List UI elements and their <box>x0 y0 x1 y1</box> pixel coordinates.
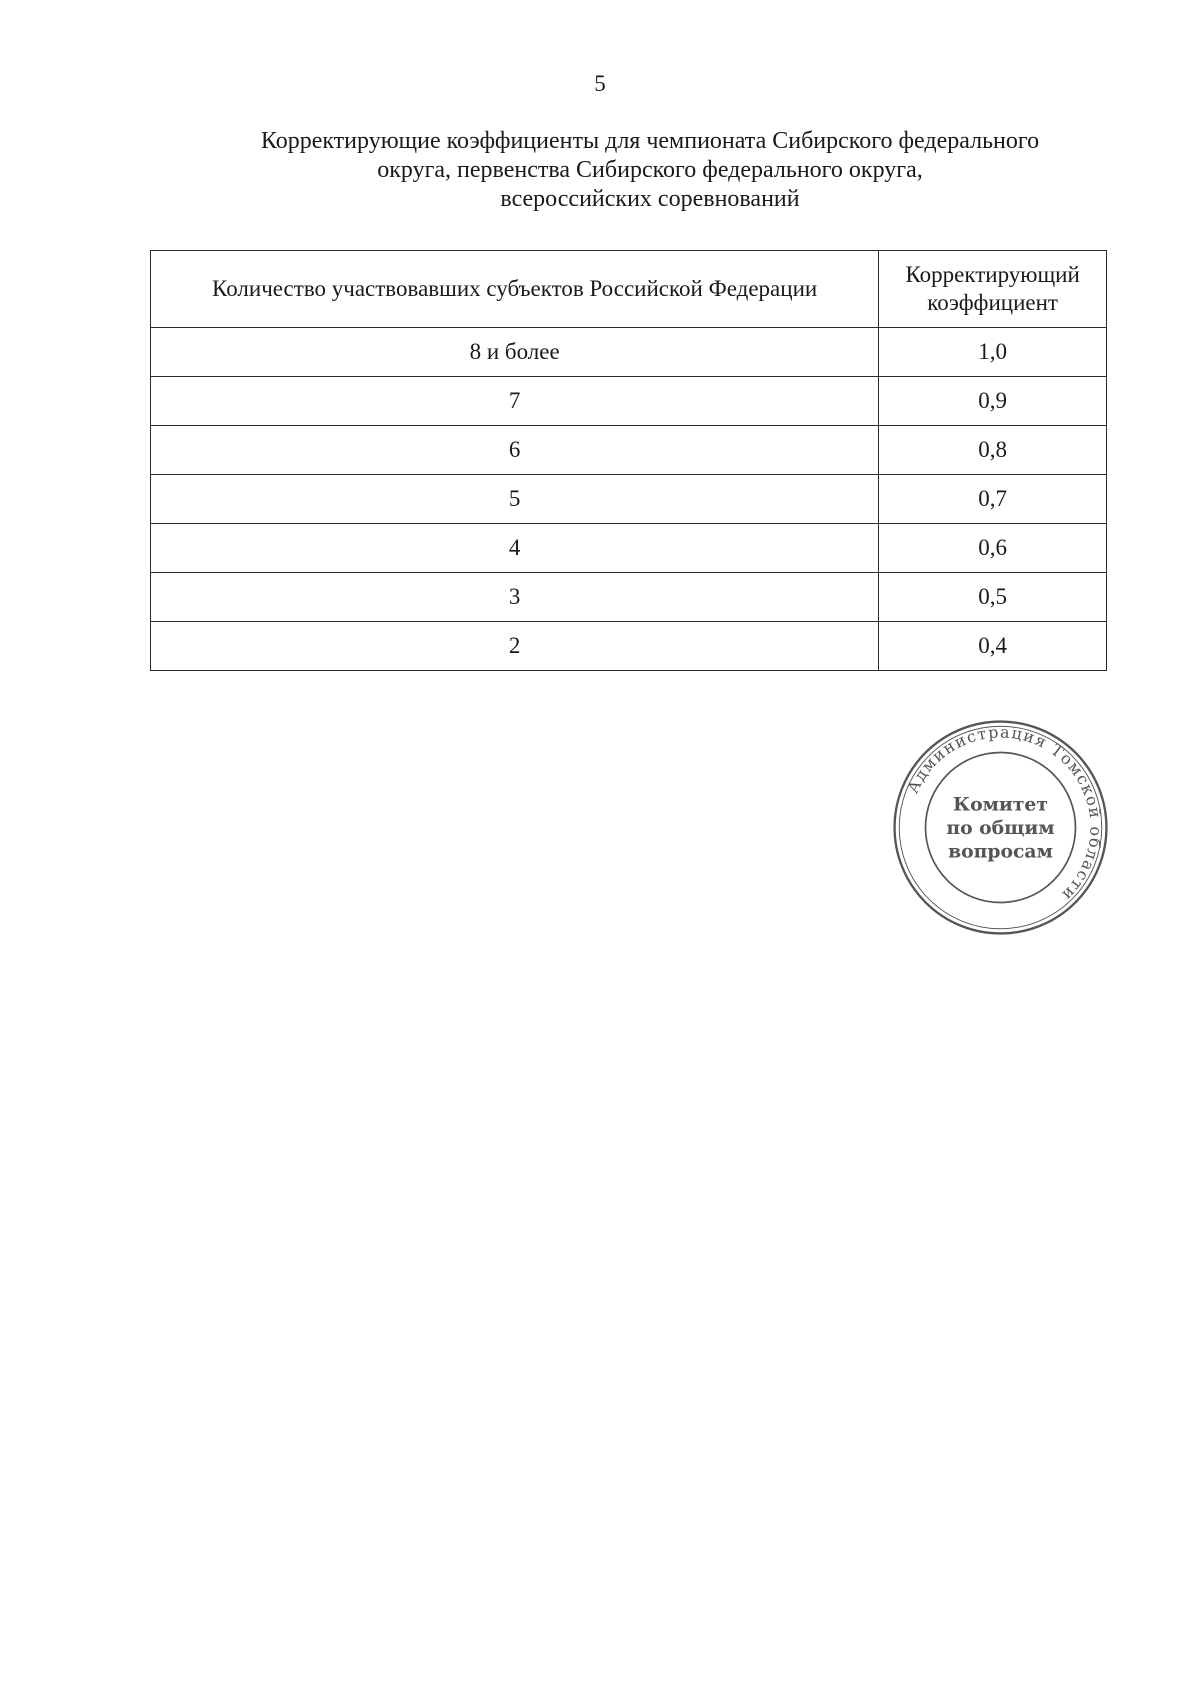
document-title <box>150 127 1150 214</box>
cell-participant-count: 2 <box>151 622 879 671</box>
table-row <box>151 573 1107 622</box>
cell-coefficient: 0,5 <box>879 573 1107 622</box>
cell-participant-count: 8 и более <box>151 328 879 377</box>
official-stamp <box>888 715 1113 940</box>
table-row <box>151 524 1107 573</box>
cell-coefficient: 0,8 <box>879 426 1107 475</box>
header-coefficient-line-1: Корректирующий <box>905 262 1080 287</box>
stamp-center-line-2: по общим <box>946 817 1055 840</box>
cell-participant-count: 5 <box>151 475 879 524</box>
cell-coefficient: 0,4 <box>879 622 1107 671</box>
title-line-2: округа, первенства Сибирского федерального округа, <box>377 157 923 183</box>
cell-participant-count: 6 <box>151 426 879 475</box>
coefficients-table <box>150 250 1107 671</box>
title-line-1: Корректирующие коэффициенты для чемпионата Сибирского федерального <box>260 128 1040 154</box>
stamp-seal <box>888 715 1113 940</box>
cell-coefficient: 0,9 <box>879 377 1107 426</box>
page-number: 5 <box>594 71 606 96</box>
title-line-3: всероссийских соревнований <box>500 186 800 212</box>
header-participant-count: Количество участвовавших субъектов Российской Федерации <box>151 251 879 328</box>
table-row <box>151 475 1107 524</box>
cell-participant-count: 4 <box>151 524 879 573</box>
cell-participant-count: 3 <box>151 573 879 622</box>
header-correction-coefficient <box>879 251 1107 328</box>
cell-coefficient: 0,6 <box>879 524 1107 573</box>
table-row <box>151 328 1107 377</box>
cell-coefficient: 0,7 <box>879 475 1107 524</box>
table-row <box>151 426 1107 475</box>
cell-participant-count: 7 <box>151 377 879 426</box>
table-row <box>151 377 1107 426</box>
table-header-row <box>151 251 1107 328</box>
table-row <box>151 622 1107 671</box>
header-coefficient-line-2: коэффициент <box>927 290 1058 315</box>
stamp-center-line-1: Комитет <box>953 793 1048 816</box>
stamp-ring-textpath: Администрация Томской области <box>903 722 1106 906</box>
stamp-center-line-3: вопросам <box>948 840 1053 863</box>
cell-coefficient: 1,0 <box>879 328 1107 377</box>
